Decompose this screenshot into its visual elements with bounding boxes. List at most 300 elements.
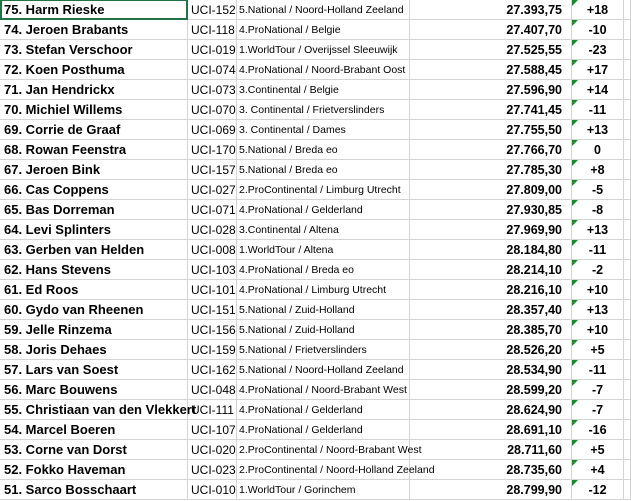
cell-rider[interactable] <box>0 420 188 439</box>
cell-rider[interactable] <box>0 20 188 39</box>
cell-time-text: 28.735,60 <box>506 462 562 477</box>
cell-team-text: 3.Continental / Altena <box>239 223 339 236</box>
cell-delta[interactable] <box>572 280 624 299</box>
table-row[interactable] <box>0 320 631 340</box>
cell-team-text: 5.National / Zuid-Holland <box>239 303 355 316</box>
cell-team[interactable] <box>237 180 410 199</box>
cell-team-text: 2.ProContinental / Noord-Holland Zeeland <box>239 463 435 476</box>
comment-marker-icon <box>572 460 578 466</box>
cell-time[interactable] <box>410 320 572 339</box>
cell-rider-text: 63. Gerben van Helden <box>4 242 145 257</box>
table-row[interactable] <box>0 140 631 160</box>
comment-marker-icon <box>572 220 578 226</box>
cell-rider-text: 62. Hans Stevens <box>4 262 111 277</box>
cell-empty[interactable] <box>624 460 631 479</box>
cell-delta[interactable] <box>572 20 624 39</box>
cell-team-text: 3. Continental / Frietverslinders <box>239 103 385 116</box>
cell-delta[interactable] <box>572 400 624 419</box>
cell-time-text: 27.393,75 <box>506 2 562 17</box>
cell-delta[interactable] <box>572 360 624 379</box>
comment-marker-icon <box>572 260 578 266</box>
table-row[interactable] <box>0 340 631 360</box>
table-row[interactable] <box>0 400 631 420</box>
cell-uci-code-text: UCI-073 <box>191 82 236 97</box>
table-row[interactable] <box>0 80 631 100</box>
cell-delta[interactable] <box>572 140 624 159</box>
cell-rider-text: 53. Corne van Dorst <box>4 442 127 457</box>
cell-rider[interactable] <box>0 360 188 379</box>
cell-rider-text: 60. Gydo van Rheenen <box>4 302 144 317</box>
cell-team-text: 5.National / Breda eo <box>239 143 338 156</box>
cell-time-text: 27.969,90 <box>506 222 562 237</box>
cell-uci-code[interactable] <box>188 80 237 99</box>
cell-rider[interactable] <box>0 100 188 119</box>
cell-rider-text: 55. Christiaan van den Vlekkert <box>4 402 197 417</box>
cell-rider[interactable] <box>0 400 197 419</box>
cell-delta-text: +13 <box>586 222 609 237</box>
table-row[interactable] <box>0 280 631 300</box>
cell-delta[interactable] <box>572 160 624 179</box>
table-row[interactable] <box>0 480 631 500</box>
cell-uci-code[interactable] <box>188 240 237 259</box>
table-row[interactable] <box>0 300 631 320</box>
comment-marker-icon <box>572 200 578 206</box>
comment-marker-icon <box>572 60 578 66</box>
cell-time[interactable] <box>410 260 572 279</box>
cell-delta[interactable] <box>572 220 624 239</box>
table-row[interactable] <box>0 440 631 460</box>
cell-empty[interactable] <box>624 280 631 299</box>
cell-time[interactable] <box>410 0 572 19</box>
cell-team[interactable] <box>237 200 410 219</box>
cell-uci-code[interactable] <box>188 0 237 19</box>
cell-uci-code[interactable] <box>188 260 237 279</box>
comment-marker-icon <box>572 80 578 86</box>
cell-uci-code[interactable] <box>188 280 237 299</box>
cell-team[interactable] <box>237 0 410 19</box>
cell-rider-text: 68. Rowan Feenstra <box>4 142 127 157</box>
comment-marker-icon <box>572 100 578 106</box>
cell-time-text: 28.599,20 <box>506 382 562 397</box>
cell-uci-code[interactable] <box>188 180 237 199</box>
cell-time[interactable] <box>410 220 572 239</box>
cell-delta[interactable] <box>572 40 624 59</box>
cell-rider-text: 56. Marc Bouwens <box>4 382 118 397</box>
cell-time-text: 27.930,85 <box>506 202 562 217</box>
cell-team-text: 2.ProContinental / Noord-Brabant West <box>239 443 422 456</box>
cell-delta[interactable] <box>572 320 624 339</box>
cell-delta[interactable] <box>572 480 624 499</box>
cell-time-text: 27.766,70 <box>506 142 562 157</box>
cell-time[interactable] <box>410 280 572 299</box>
comment-marker-icon <box>572 360 578 366</box>
table-row[interactable] <box>0 360 631 380</box>
comment-marker-icon <box>572 40 578 46</box>
table-row[interactable] <box>0 260 631 280</box>
table-row[interactable] <box>0 420 631 440</box>
cell-rider[interactable] <box>0 160 188 179</box>
cell-team[interactable] <box>237 40 410 59</box>
cell-time-text: 28.357,40 <box>506 302 562 317</box>
cell-uci-code[interactable] <box>188 320 237 339</box>
cell-time[interactable] <box>410 180 572 199</box>
cell-empty[interactable] <box>624 360 631 379</box>
cell-team-text: 4.ProNational / Belgie <box>239 23 341 36</box>
cell-team[interactable] <box>237 160 410 179</box>
cell-delta-text: +10 <box>586 282 609 297</box>
cell-time-text: 28.184,80 <box>506 242 562 257</box>
cell-team[interactable] <box>237 440 422 459</box>
cell-uci-code[interactable] <box>188 340 237 359</box>
cell-delta[interactable] <box>572 340 624 359</box>
cell-delta-text: -2 <box>591 262 604 277</box>
cell-rider-text: 51. Sarco Bosschaart <box>4 482 137 497</box>
cell-rider[interactable] <box>0 40 188 59</box>
cell-empty[interactable] <box>624 300 631 319</box>
cell-rider[interactable] <box>0 0 188 19</box>
cell-rider[interactable] <box>0 60 188 79</box>
cell-empty[interactable] <box>624 40 631 59</box>
cell-rider[interactable] <box>0 80 188 99</box>
cell-uci-code-text: UCI-152 <box>191 2 236 17</box>
cell-delta-text: -5 <box>591 182 604 197</box>
comment-marker-icon <box>572 480 578 486</box>
cell-empty[interactable] <box>624 140 631 159</box>
cell-uci-code-text: UCI-118 <box>191 22 235 37</box>
cell-team-text: 5.National / Noord-Holland Zeeland <box>239 3 404 16</box>
cell-uci-code-text: UCI-008 <box>191 242 236 257</box>
cell-uci-code[interactable] <box>188 300 237 319</box>
cell-team-text: 5.National / Zuid-Holland <box>239 323 355 336</box>
cell-empty[interactable] <box>624 260 631 279</box>
cell-rider-text: 64. Levi Splinters <box>4 222 111 237</box>
cell-team[interactable] <box>237 420 410 439</box>
cell-time[interactable] <box>410 140 572 159</box>
cell-uci-code[interactable] <box>188 220 237 239</box>
cell-uci-code[interactable] <box>188 440 237 459</box>
cell-delta-text: +5 <box>590 442 605 457</box>
cell-delta[interactable] <box>572 260 624 279</box>
cell-delta-text: +8 <box>590 162 605 177</box>
comment-marker-icon <box>572 240 578 246</box>
comment-marker-icon <box>572 400 578 406</box>
comment-marker-icon <box>572 20 578 26</box>
cell-empty[interactable] <box>624 180 631 199</box>
cell-team[interactable] <box>237 240 410 259</box>
cell-team-text: 3.Continental / Belgie <box>239 83 339 96</box>
cell-team[interactable] <box>237 120 410 139</box>
cell-empty[interactable] <box>624 320 631 339</box>
cell-empty[interactable] <box>624 420 631 439</box>
cell-rider[interactable] <box>0 460 188 479</box>
cell-empty[interactable] <box>624 440 631 459</box>
table-row[interactable] <box>0 0 631 20</box>
cell-team-text: 4.ProNational / Gelderland <box>239 403 363 416</box>
comment-marker-icon <box>572 280 578 286</box>
cell-delta[interactable] <box>572 380 624 399</box>
cell-rider[interactable] <box>0 300 188 319</box>
cell-empty[interactable] <box>624 20 631 39</box>
comment-marker-icon <box>572 180 578 186</box>
cell-team-text: 3. Continental / Dames <box>239 123 346 136</box>
comment-marker-icon <box>572 120 578 126</box>
cell-delta-text: +4 <box>590 462 605 477</box>
cell-team[interactable] <box>237 380 410 399</box>
table-row[interactable] <box>0 120 631 140</box>
cell-empty[interactable] <box>624 240 631 259</box>
cell-rider[interactable] <box>0 480 188 499</box>
table-row[interactable] <box>0 20 631 40</box>
cell-time[interactable] <box>410 160 572 179</box>
cell-team-text: 2.ProContinental / Limburg Utrecht <box>239 183 401 196</box>
cell-team[interactable] <box>237 320 410 339</box>
cell-rider-text: 52. Fokko Haveman <box>4 462 126 477</box>
cell-empty[interactable] <box>624 0 631 19</box>
cell-delta-text: 0 <box>594 142 601 157</box>
cell-team[interactable] <box>237 260 410 279</box>
cell-team[interactable] <box>237 100 410 119</box>
cell-delta-text: +13 <box>586 302 609 317</box>
cell-team[interactable] <box>237 140 410 159</box>
cell-time[interactable] <box>410 60 572 79</box>
cell-uci-code-text: UCI-070 <box>191 102 236 117</box>
cell-rider[interactable] <box>0 220 188 239</box>
cell-delta-text: +17 <box>586 62 609 77</box>
cell-team[interactable] <box>237 340 410 359</box>
cell-rider-text: 75. Harm Rieske <box>4 2 105 17</box>
cell-time[interactable] <box>410 360 572 379</box>
cell-team-text: 4.ProNational / Noord-Brabant Oost <box>239 63 406 76</box>
cell-delta[interactable] <box>572 100 624 119</box>
cell-rider-text: 65. Bas Dorreman <box>4 202 115 217</box>
cell-uci-code[interactable] <box>188 160 237 179</box>
cell-uci-code-text: UCI-107 <box>191 422 236 437</box>
cell-uci-code[interactable] <box>188 100 237 119</box>
cell-time[interactable] <box>410 340 572 359</box>
table-row[interactable] <box>0 60 631 80</box>
comment-marker-icon <box>572 420 578 426</box>
table-row[interactable] <box>0 160 631 180</box>
cell-team-text: 1.WorldTour / Altena <box>239 243 334 256</box>
cell-uci-code[interactable] <box>188 140 237 159</box>
cell-delta-text: +13 <box>586 122 609 137</box>
cell-uci-code[interactable] <box>188 420 237 439</box>
cell-team-text: 1.WorldTour / Overijssel Sleeuwijk <box>239 43 398 56</box>
cell-rider[interactable] <box>0 380 188 399</box>
cell-uci-code[interactable] <box>188 380 237 399</box>
cell-time[interactable] <box>410 300 572 319</box>
cell-rider[interactable] <box>0 140 188 159</box>
cell-rider[interactable] <box>0 320 188 339</box>
cell-time[interactable] <box>410 480 572 499</box>
table-row[interactable] <box>0 100 631 120</box>
cell-delta-text: -11 <box>588 242 607 257</box>
cell-team[interactable] <box>237 400 410 419</box>
cell-rider-text: 72. Koen Posthuma <box>4 62 125 77</box>
cell-empty[interactable] <box>624 120 631 139</box>
cell-empty[interactable] <box>624 340 631 359</box>
cell-uci-code-text: UCI-010 <box>191 482 236 497</box>
cell-uci-code-text: UCI-157 <box>191 162 236 177</box>
cell-time[interactable] <box>410 380 572 399</box>
cell-rider[interactable] <box>0 260 188 279</box>
cell-rider-text: 70. Michiel Willems <box>4 102 123 117</box>
cell-time-text: 27.525,55 <box>506 42 562 57</box>
cell-time[interactable] <box>410 20 572 39</box>
cell-delta-text: +18 <box>586 2 609 17</box>
cell-empty[interactable] <box>624 400 631 419</box>
cell-uci-code-text: UCI-151 <box>191 302 236 317</box>
cell-rider[interactable] <box>0 120 188 139</box>
cell-delta-text: -7 <box>591 402 604 417</box>
comment-marker-icon <box>572 440 578 446</box>
cell-empty[interactable] <box>624 200 631 219</box>
cell-rider-text: 67. Jeroen Bink <box>4 162 101 177</box>
cell-team-text: 4.ProNational / Gelderland <box>239 203 363 216</box>
comment-marker-icon <box>572 300 578 306</box>
cell-time-text: 27.407,70 <box>506 22 562 37</box>
table-row[interactable] <box>0 180 631 200</box>
cell-rider-text: 69. Corrie de Graaf <box>4 122 121 137</box>
cell-delta-text: -16 <box>588 422 607 437</box>
cell-time-text: 27.755,50 <box>506 122 562 137</box>
cell-delta[interactable] <box>572 180 624 199</box>
cell-uci-code-text: UCI-162 <box>191 362 236 377</box>
cell-team-text: 4.ProNational / Gelderland <box>239 423 363 436</box>
cell-delta-text: +5 <box>590 342 605 357</box>
cell-delta-text: -11 <box>588 102 607 117</box>
cell-uci-code[interactable] <box>188 360 237 379</box>
comment-marker-icon <box>572 320 578 326</box>
cell-delta[interactable] <box>572 200 624 219</box>
cell-time[interactable] <box>410 200 572 219</box>
cell-rider-text: 59. Jelle Rinzema <box>4 322 112 337</box>
cell-delta-text: -8 <box>591 202 604 217</box>
cell-team[interactable] <box>237 220 410 239</box>
cell-rider-text: 58. Joris Dehaes <box>4 342 107 357</box>
cell-delta[interactable] <box>572 300 624 319</box>
cell-time-text: 28.214,10 <box>506 262 562 277</box>
cell-rider[interactable] <box>0 180 188 199</box>
cell-uci-code[interactable] <box>188 480 237 499</box>
cell-time-text: 28.216,10 <box>506 282 562 297</box>
table-row[interactable] <box>0 240 631 260</box>
cell-uci-code[interactable] <box>188 460 237 479</box>
cell-rider-text: 71. Jan Hendrickx <box>4 82 115 97</box>
cell-uci-code-text: UCI-027 <box>191 182 236 197</box>
cell-uci-code-text: UCI-103 <box>191 262 236 277</box>
cell-uci-code-text: UCI-019 <box>191 42 236 57</box>
cell-delta[interactable] <box>572 420 624 439</box>
table-row[interactable] <box>0 460 631 480</box>
cell-time-text: 28.534,90 <box>506 362 562 377</box>
cell-rider[interactable] <box>0 200 188 219</box>
cell-time-text: 28.799,90 <box>506 482 562 497</box>
cell-team[interactable] <box>237 360 410 379</box>
cell-empty[interactable] <box>624 380 631 399</box>
cell-delta[interactable] <box>572 120 624 139</box>
cell-delta[interactable] <box>572 240 624 259</box>
cell-time[interactable] <box>410 440 572 459</box>
cell-rider[interactable] <box>0 240 188 259</box>
cell-uci-code[interactable] <box>188 200 237 219</box>
cell-team[interactable] <box>237 20 410 39</box>
cell-empty[interactable] <box>624 160 631 179</box>
cell-time[interactable] <box>410 80 572 99</box>
cell-team[interactable] <box>237 280 410 299</box>
cell-delta-text: +10 <box>586 322 609 337</box>
cell-time-text: 27.785,30 <box>506 162 562 177</box>
cell-team-text: 4.ProNational / Noord-Brabant West <box>239 383 407 396</box>
cell-empty[interactable] <box>624 480 631 499</box>
cell-uci-code-text: UCI-156 <box>191 322 236 337</box>
cell-uci-code-text: UCI-048 <box>191 382 236 397</box>
cell-uci-code[interactable] <box>188 40 237 59</box>
table-row[interactable] <box>0 380 631 400</box>
cell-rider[interactable] <box>0 440 188 459</box>
cell-team[interactable] <box>237 480 410 499</box>
cell-empty[interactable] <box>624 220 631 239</box>
cell-time[interactable] <box>410 400 572 419</box>
cell-uci-code-text: UCI-074 <box>191 62 236 77</box>
cell-team-text: 5.National / Breda eo <box>239 163 338 176</box>
cell-uci-code-text: UCI-020 <box>191 442 236 457</box>
cell-time[interactable] <box>410 120 572 139</box>
cell-rider[interactable] <box>0 280 188 299</box>
cell-rider[interactable] <box>0 340 188 359</box>
cell-time[interactable] <box>410 100 572 119</box>
cell-delta[interactable] <box>572 460 624 479</box>
cell-team-text: 5.National / Frietverslinders <box>239 343 367 356</box>
cell-delta[interactable] <box>572 80 624 99</box>
cell-empty[interactable] <box>624 100 631 119</box>
cell-delta[interactable] <box>572 0 624 19</box>
cell-team[interactable] <box>237 60 410 79</box>
cell-rider-text: 73. Stefan Verschoor <box>4 42 133 57</box>
cell-uci-code[interactable] <box>188 120 237 139</box>
cell-team-text: 4.ProNational / Limburg Utrecht <box>239 283 387 296</box>
cell-uci-code-text: UCI-170 <box>191 142 236 157</box>
cell-empty[interactable] <box>624 80 631 99</box>
cell-empty[interactable] <box>624 60 631 79</box>
cell-team-text: 5.National / Noord-Holland Zeeland <box>239 363 404 376</box>
cell-delta-text: -10 <box>588 22 607 37</box>
table-row[interactable] <box>0 40 631 60</box>
cell-team-text: 1.WorldTour / Gorinchem <box>239 483 356 496</box>
cell-uci-code[interactable] <box>188 400 237 419</box>
cell-delta-text: -11 <box>588 362 607 377</box>
cell-uci-code-text: UCI-028 <box>191 222 236 237</box>
cell-team[interactable] <box>237 460 435 479</box>
cell-delta[interactable] <box>572 440 624 459</box>
cell-uci-code[interactable] <box>188 20 237 39</box>
cell-team[interactable] <box>237 300 410 319</box>
cell-team[interactable] <box>237 80 410 99</box>
table-row[interactable] <box>0 220 631 240</box>
cell-time-text: 27.588,45 <box>506 62 562 77</box>
cell-rider-text: 61. Ed Roos <box>4 282 79 297</box>
table-row[interactable] <box>0 200 631 220</box>
cell-rider-text: 66. Cas Coppens <box>4 182 109 197</box>
cell-uci-code[interactable] <box>188 60 237 79</box>
comment-marker-icon <box>572 0 578 6</box>
cell-time[interactable] <box>410 460 572 479</box>
cell-rider-text: 54. Marcel Boeren <box>4 422 116 437</box>
cell-time[interactable] <box>410 420 572 439</box>
cell-time[interactable] <box>410 40 572 59</box>
cell-delta[interactable] <box>572 60 624 79</box>
cell-time[interactable] <box>410 240 572 259</box>
